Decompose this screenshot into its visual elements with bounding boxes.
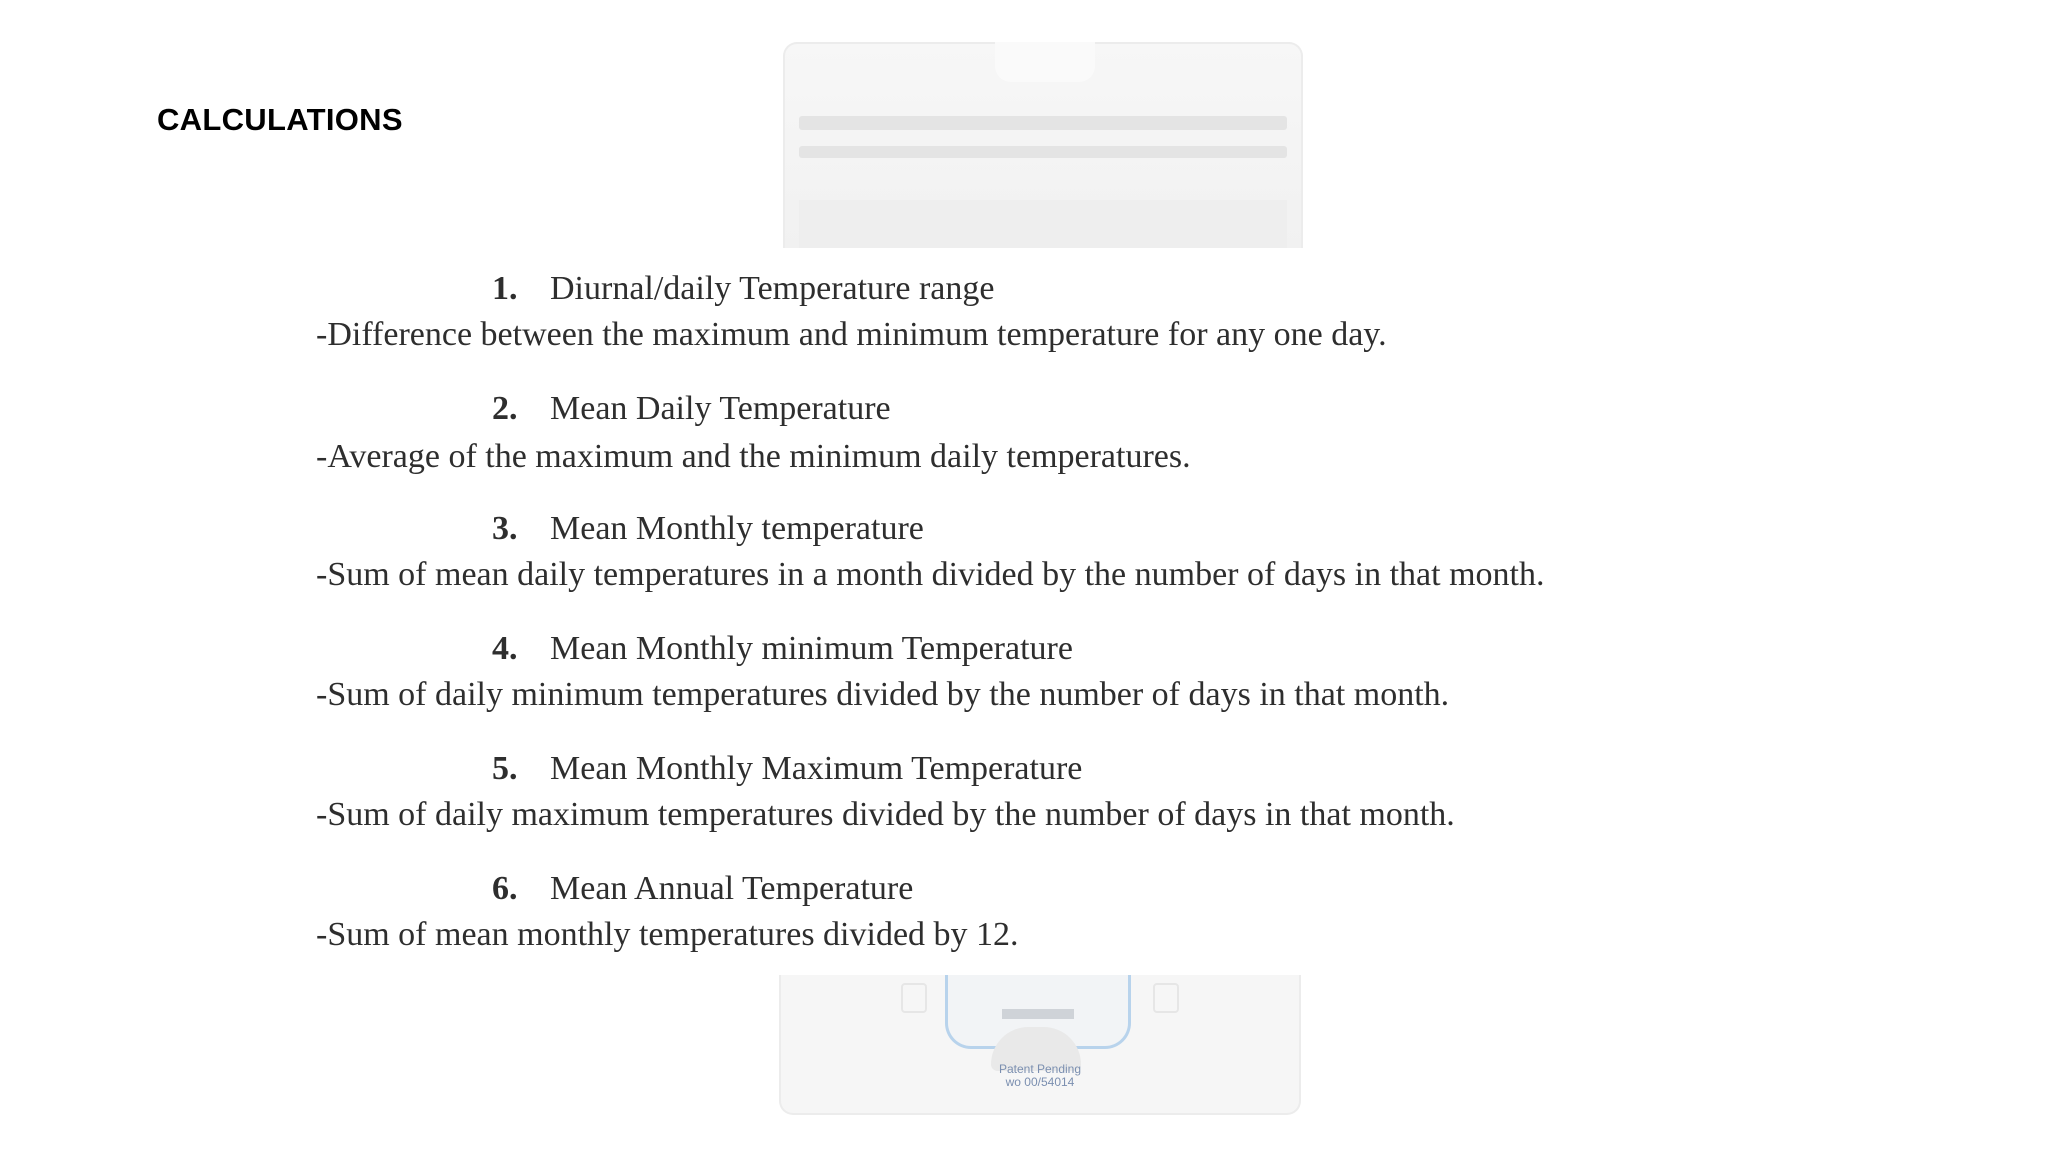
patent-number: wo 00/54014 <box>1005 1075 1075 1089</box>
device-image-top <box>783 42 1303 248</box>
item-number: 2. <box>492 390 518 427</box>
item-heading-text: Mean Monthly minimum Temperature <box>550 630 1073 667</box>
device-clip <box>1153 983 1179 1013</box>
device-notch <box>995 42 1095 82</box>
device-bar <box>799 116 1287 130</box>
slide-title: CALCULATIONS <box>157 102 403 137</box>
calculation-item <box>316 870 1776 990</box>
device-bar <box>799 146 1287 158</box>
item-description: -Sum of mean monthly temperatures divided by 12. <box>316 916 1019 953</box>
patent-line: Patent Pending <box>998 1062 1082 1076</box>
calculation-item <box>316 390 1776 510</box>
item-heading <box>492 870 913 908</box>
calculation-item <box>316 630 1776 750</box>
item-heading-text: Diurnal/daily Temperature range <box>550 270 995 307</box>
item-number: 4. <box>492 630 518 667</box>
item-number: 3. <box>492 510 518 547</box>
item-description: -Difference between the maximum and minimum temperature for any one day. <box>316 316 1387 353</box>
item-heading <box>492 630 1073 668</box>
device-shelf <box>799 200 1287 248</box>
device-image-bottom <box>779 975 1301 1115</box>
item-heading-text: Mean Monthly temperature <box>550 510 924 547</box>
calculation-item <box>316 510 1776 630</box>
item-number: 5. <box>492 750 518 787</box>
item-description: -Sum of mean daily temperatures in a month divided by the number of days in that month. <box>316 556 1545 593</box>
calculations-document <box>316 270 1776 990</box>
item-heading-text: Mean Monthly Maximum Temperature <box>550 750 1083 787</box>
device-slot <box>1002 1009 1074 1019</box>
item-heading <box>492 390 891 428</box>
item-heading <box>492 510 924 548</box>
item-heading <box>492 270 994 308</box>
calculation-item <box>316 270 1776 390</box>
calculation-item <box>316 750 1776 870</box>
item-number: 6. <box>492 870 518 907</box>
item-heading-text: Mean Daily Temperature <box>550 390 891 427</box>
patent-label <box>781 1063 1299 1089</box>
item-description: -Sum of daily minimum temperatures divided by the number of days in that month. <box>316 676 1450 713</box>
item-description: -Sum of daily maximum temperatures divided by the number of days in that month. <box>316 796 1455 833</box>
item-heading <box>492 750 1082 788</box>
item-number: 1. <box>492 270 518 307</box>
device-clip <box>901 983 927 1013</box>
item-heading-text: Mean Annual Temperature <box>550 870 914 907</box>
item-description: -Average of the maximum and the minimum daily temperatures. <box>316 438 1191 475</box>
